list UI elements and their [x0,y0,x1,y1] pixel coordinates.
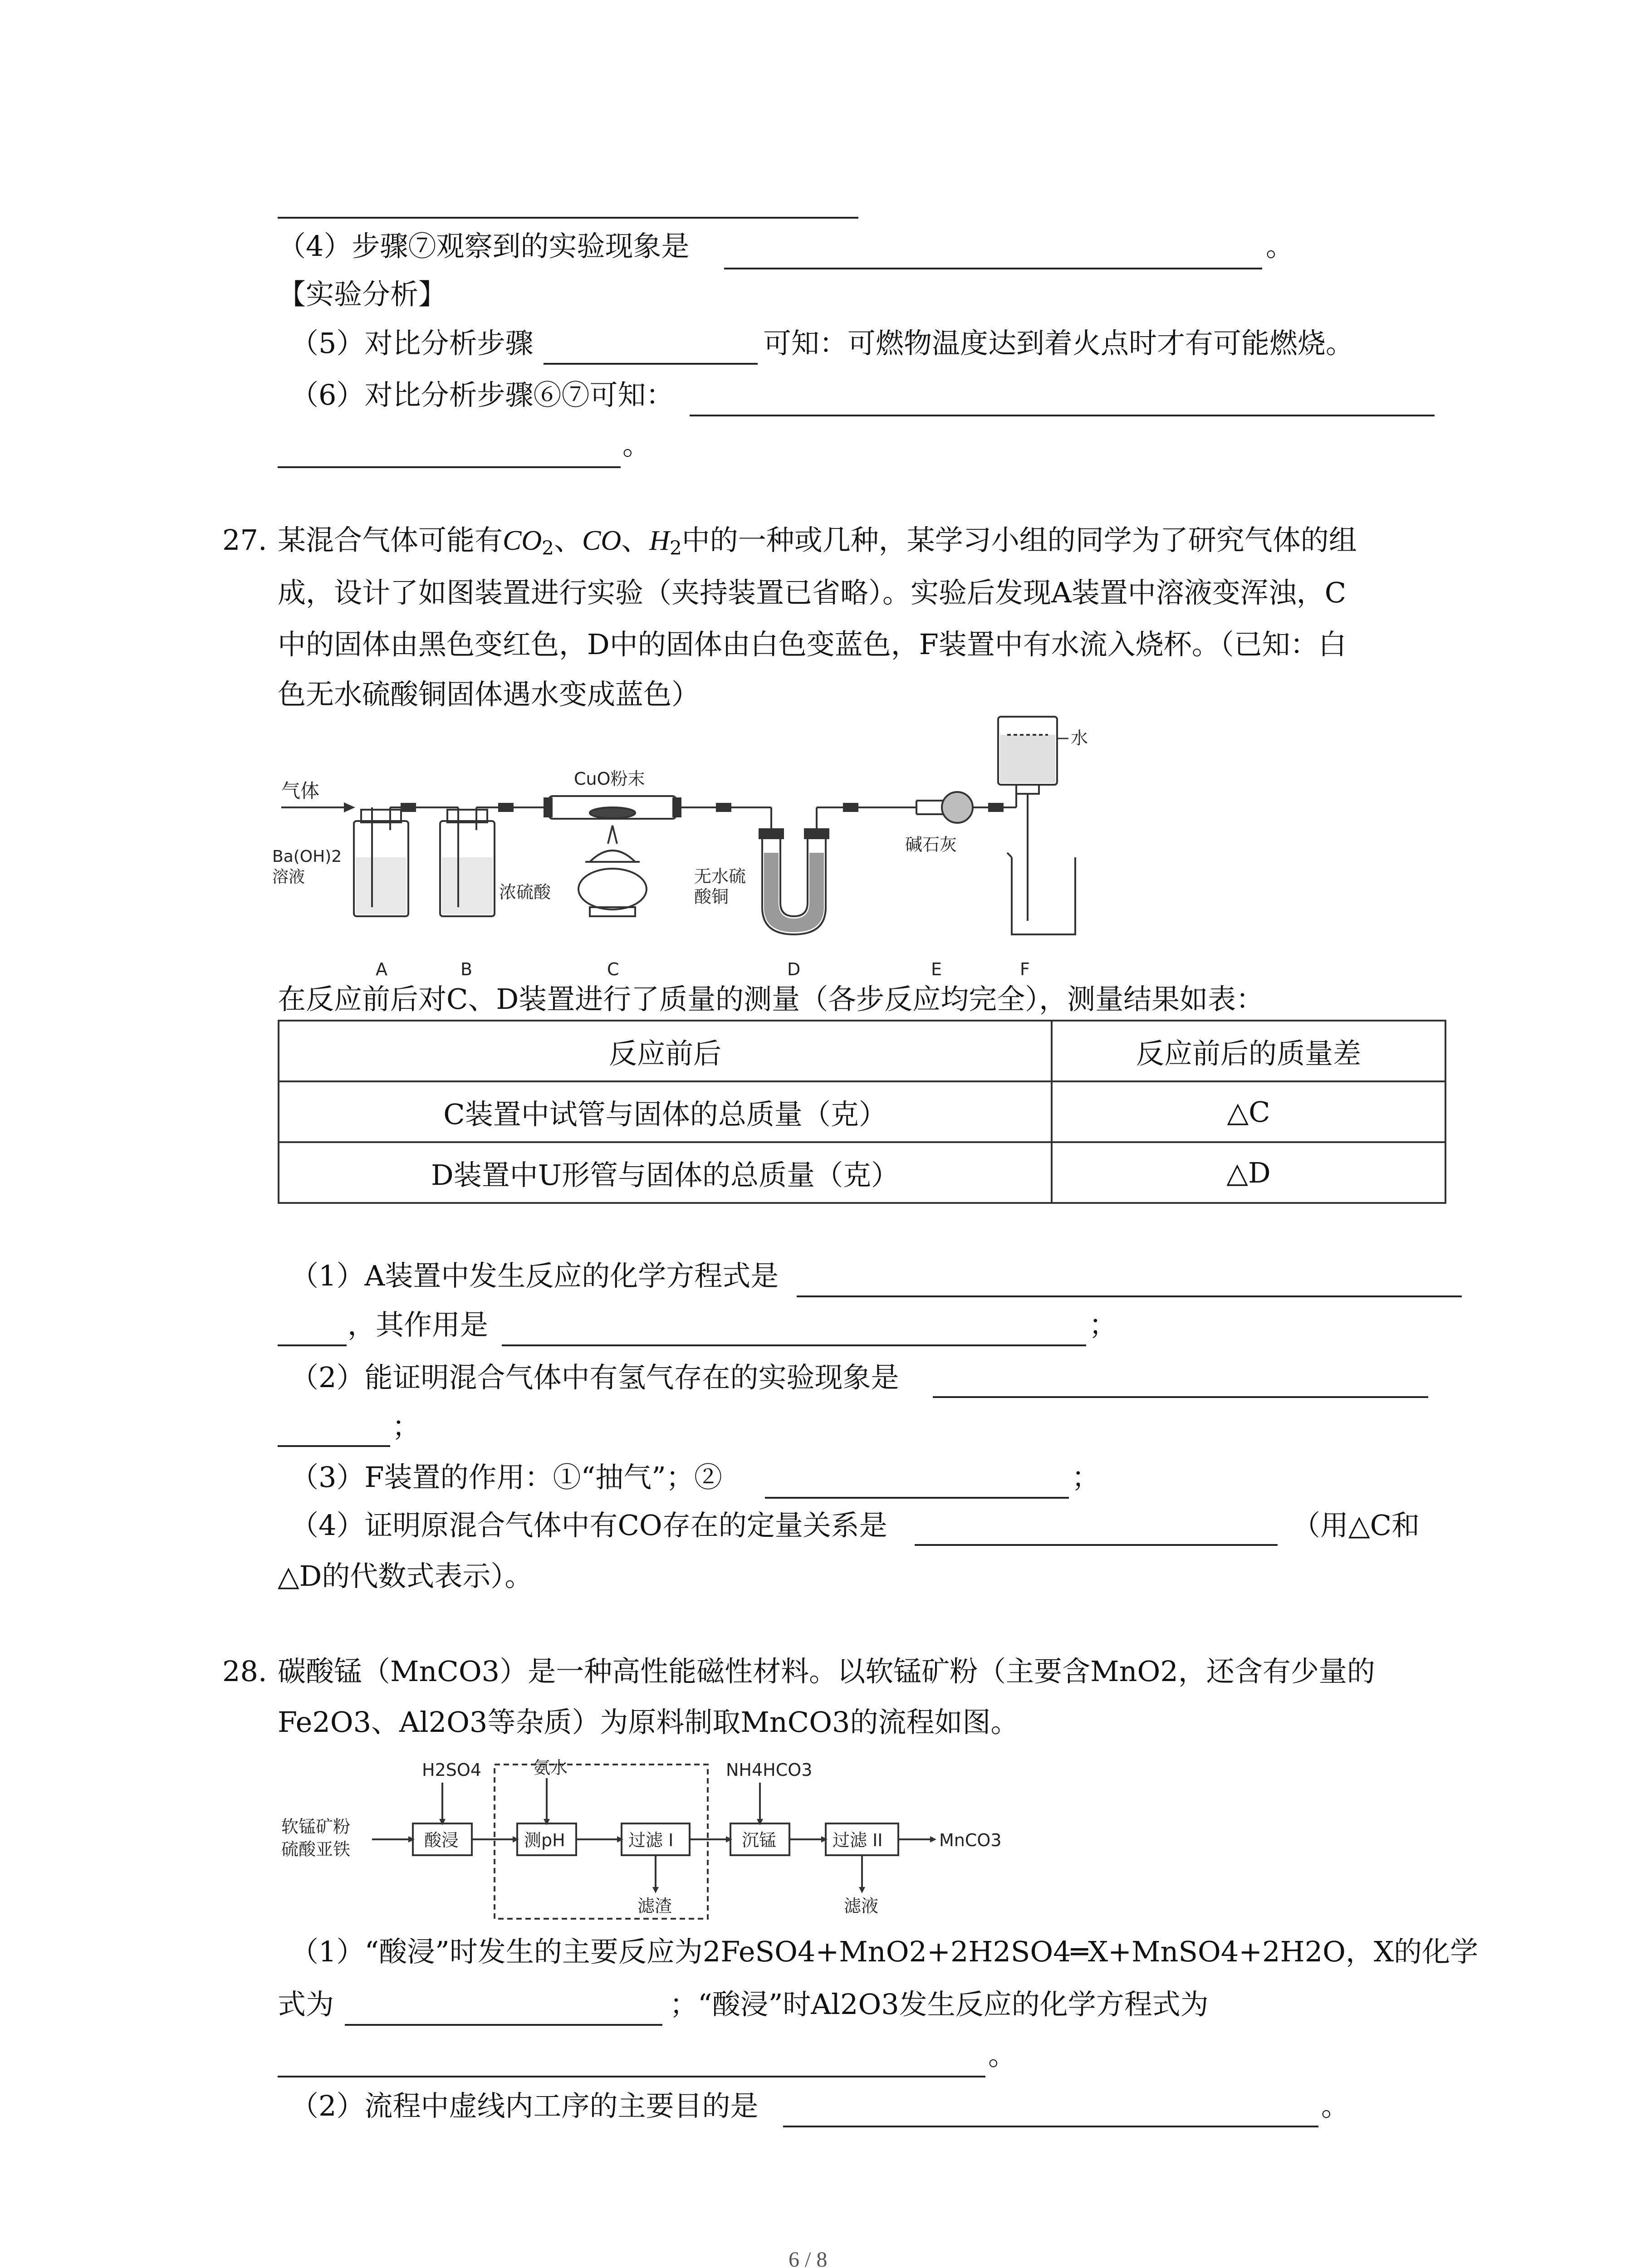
q27-text-line2: 成，设计了如图装置进行实验（夹持装置已省略）。实验后发现A装置中溶液变浑浊，C [278,576,1347,609]
svg-text:氨水: 氨水 [533,1758,568,1778]
answer-blank[interactable] [278,217,858,219]
svg-text:Ba(OH)2: Ba(OH)2 [272,847,342,866]
answer-blank[interactable] [797,1295,1462,1297]
q28-sub1-prompt: 式为 [278,1988,334,2021]
apparatus-diagram [272,708,1125,980]
q26-sub4-prompt: （4）步骤⑦观察到的实验现象是 [278,230,690,263]
svg-text:A: A [376,959,387,979]
q27-text-line4: 色无水硫酸铜固体遇水变成蓝色） [278,678,700,711]
table-header-row [279,1021,1445,1081]
svg-text:B: B [460,959,473,979]
gas-label: 气体 [281,780,320,802]
q28-text-line2: Fe2O3、Al2O3等杂质）为原料制取MnCO3的流程如图。 [278,1706,1019,1739]
q27-sub4-line2: △D的代数式表示）。 [278,1559,533,1593]
q27-sub4-suffix: （用△C和 [1292,1509,1420,1542]
svg-text:MnCO3: MnCO3 [939,1830,1002,1850]
punctuation: ； [1072,1461,1100,1494]
punctuation: 。 [622,428,651,461]
table-row [279,1081,1445,1142]
table-header: 反应前后 [279,1021,1052,1081]
answer-blank[interactable] [345,2024,662,2026]
q27-sub1-prompt: （1）A装置中发生反应的化学方程式是 [290,1259,779,1292]
svg-text:水: 水 [1071,728,1088,748]
svg-text:CuO粉末: CuO粉末 [574,769,645,789]
q27-text-line3: 中的固体由黑色变红色，D中的固体由白色变蓝色，F装置中有水流入烧杯。（已知：白 [278,628,1347,661]
table-cell: △D [1052,1142,1445,1203]
svg-text:溶液: 溶液 [272,868,305,886]
answer-blank[interactable] [502,1344,1086,1346]
answer-blank[interactable] [278,1445,390,1447]
table-cell: △C [1052,1081,1445,1142]
svg-text:酸铜: 酸铜 [694,887,729,907]
q27-sub3-prompt: （3）F装置的作用：①“抽气”；② [290,1461,722,1494]
q27-sub4-prompt: （4）证明原混合气体中有CO存在的定量关系是 [290,1509,887,1542]
q26-sub6-prompt: （6）对比分析步骤⑥⑦可知： [290,378,674,411]
table-cell: D装置中U形管与固体的总质量（克） [279,1142,1052,1203]
svg-text:D: D [787,959,801,979]
q28-sub1-line1: （1）“酸浸”时发生的主要反应为2FeSO4+MnO2+2H2SO4═X+MnSO4+2H2O，X的化学 [290,1935,1479,1968]
svg-text:E: E [931,959,942,979]
process-flowchart [272,1751,1062,1928]
svg-text:无水硫: 无水硫 [694,866,746,886]
answer-blank[interactable] [724,268,1262,269]
answer-blank[interactable] [544,363,758,365]
punctuation: ； [392,1410,421,1443]
svg-text:沉锰: 沉锰 [742,1830,777,1850]
svg-text:硫酸亚铁: 硫酸亚铁 [281,1839,351,1859]
q28-sub2-prompt: （2）流程中虚线内工序的主要目的是 [290,2089,759,2122]
svg-text:软锰矿粉: 软锰矿粉 [281,1817,351,1837]
answer-blank[interactable] [765,1497,1069,1499]
answer-blank[interactable] [278,2076,985,2077]
answer-blank[interactable] [783,2126,1318,2127]
q27-sub1-purpose: ，其作用是 [348,1308,489,1341]
svg-text:浓硫酸: 浓硫酸 [499,882,551,902]
punctuation: 。 [988,2038,1017,2072]
question-number: 27. [222,523,267,557]
svg-text:NH4HCO3: NH4HCO3 [726,1760,813,1780]
section-heading: 【实验分析】 [278,278,447,311]
punctuation: 。 [1266,230,1294,263]
punctuation: ； [1089,1308,1117,1341]
mass-table [278,1020,1446,1204]
svg-text:滤液: 滤液 [844,1896,879,1916]
table-header: 反应前后的质量差 [1052,1021,1445,1081]
q28-sub1-prompt-b: ；“酸浸”时Al2O3发生反应的化学方程式为 [670,1988,1209,2021]
svg-text:C: C [607,959,619,979]
answer-blank[interactable] [278,1344,347,1346]
q27-text-line1: 某混合气体可能有$CO_2$、CO、$H_2$中的一种或几种，某学习小组的同学为了研究气体的组 [278,523,1357,559]
answer-blank[interactable] [278,466,621,468]
svg-text:H2SO4: H2SO4 [422,1760,481,1780]
svg-text:滤渣: 滤渣 [637,1896,672,1916]
punctuation: 。 [1321,2089,1350,2122]
answer-blank[interactable] [933,1396,1428,1398]
question-number: 28. [222,1655,267,1688]
svg-text:测pH: 测pH [524,1830,565,1850]
table-cell: C装置中试管与固体的总质量（克） [279,1081,1052,1142]
q28-text-line1: 碳酸锰（MnCO3）是一种高性能磁性材料。以软锰矿粉（主要含MnO2，还含有少量的 [278,1655,1375,1688]
answer-blank[interactable] [690,415,1435,416]
svg-text:过滤 I: 过滤 I [628,1830,674,1850]
table-row [279,1142,1445,1203]
svg-text:碱石灰: 碱石灰 [905,835,957,855]
svg-text:酸浸: 酸浸 [424,1830,459,1850]
svg-text:过滤 II: 过滤 II [833,1830,883,1850]
svg-text:F: F [1020,959,1030,979]
q26-sub5-prompt: （5）对比分析步骤 [290,327,534,360]
page-number: 6 / 8 [789,2248,828,2268]
q26-sub5-suffix: 可知：可燃物温度达到着火点时才有可能燃烧。 [763,327,1354,360]
table-intro: 在反应前后对C、D装置进行了质量的测量（各步反应均完全），测量结果如表： [278,982,1264,1016]
q27-sub2-prompt: （2）能证明混合气体中有氢气存在的实验现象是 [290,1361,899,1394]
answer-blank[interactable] [915,1544,1278,1546]
